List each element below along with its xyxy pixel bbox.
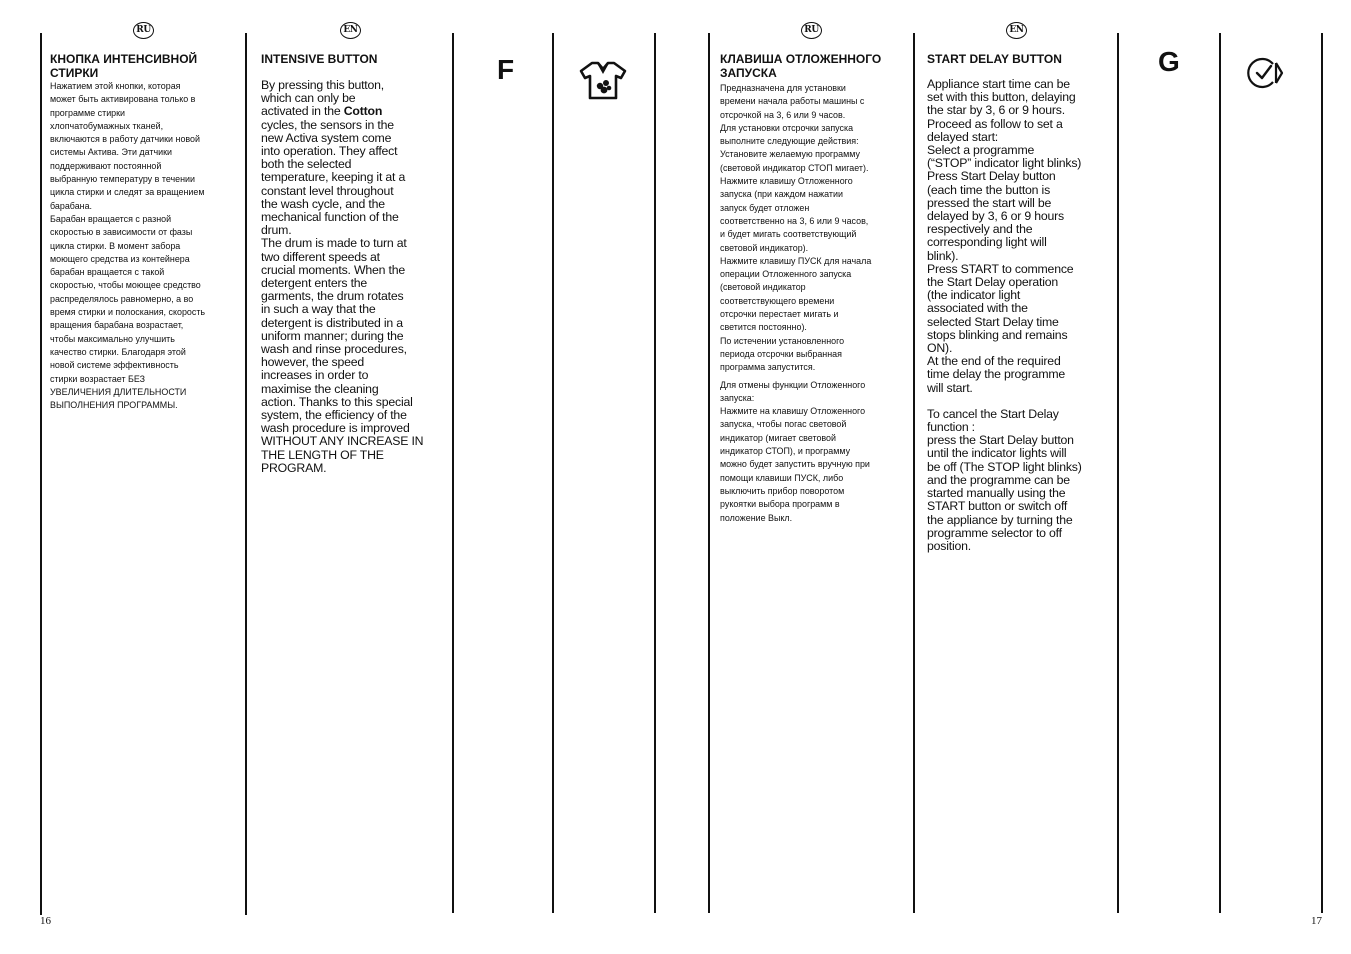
column-divider — [708, 33, 710, 913]
column-divider — [654, 33, 656, 913]
right-ru-column — [720, 52, 908, 525]
column-divider — [1117, 33, 1119, 913]
column-divider — [245, 33, 247, 915]
lang-badge-ru: RU — [133, 22, 154, 39]
page-number: 17 — [1311, 915, 1322, 927]
section-heading: КЛАВИША ОТЛОЖЕННОГО ЗАПУСКА — [720, 52, 882, 80]
body-text: Appliance start time can be set with this button, delaying the star by 3, 6 or 9 hours. Proceed as follow to set a delayed start: Select a programme (“STOP” indicator light blinks) Press Start Delay button (each time the button is pressed the start will be delayed by 3, 6 or 9 hours respectively and the corresponding light will blink). Press START to commence the Start Delay operation (the indicator light associated with the selected Start Delay time stops blinking and remains ON). At the end of the required time delay the programme will start. — [927, 77, 1082, 395]
lang-badge-ru: RU — [801, 22, 822, 39]
column-divider — [1219, 33, 1221, 913]
lang-badge-en: EN — [340, 22, 361, 39]
body-text: By pressing this button, which can only be activated in the Cotton cycles, the sensors in the new Activa system come into operation. They affect both the selected temperature, keeping it at a constant level throughout the wash cycle, and the mechanical function of the drum. The drum is made to turn at two different speeds at crucial moments. When the detergent enters the garments, the drum rotates in such a way that the detergent is distributed in a uniform manner; during the wash and rinse procedures, however, the speed increases in order to maximise the cleaning action. Thanks to this special system, the efficiency of the wash procedure is improved WITHOUT ANY INCREASE IN THE LENGTH OF THE PROGRAM. — [261, 78, 424, 475]
section-letter-f: F — [497, 54, 515, 85]
body-text: Нажатием этой кнопки, которая может быть активирована только в программе стирки хлопчатобумажных тканей, включаются в работу датчики новой системы Актива. Эти датчики поддерживают постоянной выбранную температуру в течении цикла стирки и следят за вращением барабана. Барабан вращается с разной скоростью в зависимости от фазы цикла стирки. В момент забора моющего средства из контейнера барабан вращается с такой скоростью, чтобы моющее средство распределялось равномерно, а во время стирки и полоскания, скорость вращения барабана возрастает, чтобы максимально улучшить качество стирки. Благодаря этой новой системе эффективность стирки возрастает БЕЗ УВЕЛИЧЕНИЯ ДЛИТЕЛЬНОСТИ ВЫПОЛНЕНИЯ ПРОГРАММЫ. — [50, 81, 206, 412]
page-number: 16 — [40, 915, 51, 927]
section-letter-g: G — [1158, 46, 1180, 77]
left-en-column — [261, 52, 446, 475]
column-divider — [913, 33, 915, 913]
body-text: Для отмены функции Отложенного запуска: Нажмите на клавишу Отложенного запуска, чтобы погас световой индикатор (мигает световой индикатор СТОП), и программу можно будет запустить вручную при помощи клавиши ПУСК, либо выключить прибор поворотом рукоятки выбора программ в положение Выкл. — [720, 379, 870, 524]
body-text: To cancel the Start Delay function : press the Start Delay button until the indicator lights will be off (The STOP light blinks) and the programme can be started manually using the START button or switch off the appliance by turning the programme selector to off position. — [927, 406, 1082, 553]
right-en-column — [927, 52, 1113, 553]
section-heading: INTENSIVE BUTTON — [261, 52, 378, 66]
column-divider — [40, 33, 42, 915]
section-heading: КНОПКА ИНТЕНСИВНОЙ СТИРКИ — [50, 52, 198, 80]
lang-badge-en: EN — [1006, 22, 1027, 39]
body-text: Предназначена для установки времени начала работы машины с отсрочкой на 3, 6 или 9 часов. Для установки отсрочки запуска выполните следующие действия: Установите желаемую программу (световой индикатор СТОП мигает). Нажмите клавишу Отложенного запуска (при каждом нажатии запуск будет отложен соответственно на 3, 6 или 9 часов, и будет мигать соответствующий световой индикатор). Нажмите клавишу ПУСК для начала операции Отложенного запуска (световой индикатор соответствующего времени отсрочки перестает мигать и светится постоянно). По истечении установленного периода отсрочки выбранная программа запустится. — [720, 83, 872, 374]
section-heading: START DELAY BUTTON — [927, 52, 1062, 66]
column-divider — [1321, 33, 1323, 913]
column-divider — [552, 33, 554, 913]
bold-cotton: Cotton — [343, 104, 383, 119]
intensive-wash-shirt-icon — [578, 60, 628, 100]
column-divider — [452, 33, 454, 913]
start-delay-clock-check-icon — [1246, 54, 1288, 92]
left-ru-column — [50, 52, 240, 412]
